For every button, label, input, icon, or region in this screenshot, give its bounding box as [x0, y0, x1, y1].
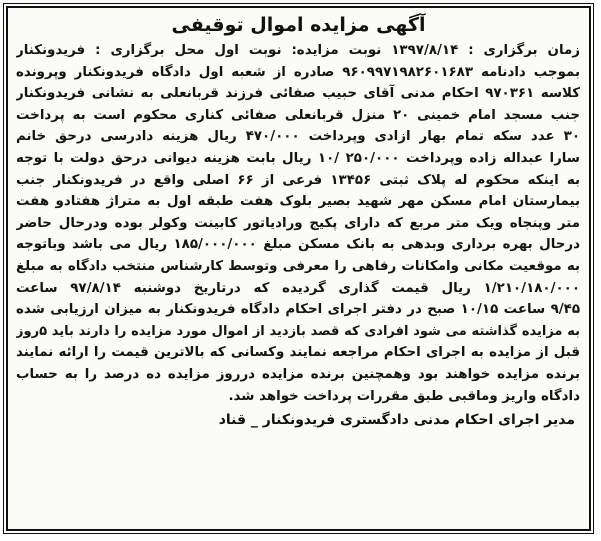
notice-line: درحال بهره برداری وبدهی به بانک مسکن مبلغ ۱۸۵/۰۰۰/۰۰۰ ریال می باشد وباتوجه	[16, 237, 580, 253]
notice-line: کلاسه ۹۷۰۳۶۱ احکام مدنی آقای حبیب صفائی فرزند قربانعلی به نشانی فریدونکنار	[16, 86, 580, 102]
notice-line: دادگاه واریز وماقبی طبق مقررات پرداخت خواهد شد.	[228, 388, 580, 404]
notice-line: به موقعیت مکانی وامکانات رفاهی را معرفی وتوسط کارشناس منتخب دادگاه به مبلغ	[16, 258, 580, 274]
notice-signature: مدیر اجرای احکام مدنی دادگستری فریدونکنار _ قناد	[218, 412, 575, 429]
notice-line: سارا عبداله زاده وپرداخت ۲۵۰/۰۰۰ /۱۰ ریال بابت هزینه دیوانی درحق دولت با توجه	[16, 150, 580, 166]
notice-line: ۹/۴۵ ساعت ۱۰/۱۵ صبح در دفتر اجرای احکام دادگاه فریدونکنار به میزان ارزیابی شده	[16, 302, 580, 318]
notice-line: برنده مزایده خواهند بود وهمچنین برنده مزایده درروز مزایده ده درصد را به حساب	[16, 366, 580, 382]
notice-line: ۳۰ عدد سکه تمام بهار ازادی وپرداخت ۴۷۰/۰۰۰ ریال هزینه دادرسی درحق خانم	[16, 129, 580, 145]
notice-line: زمان برگزاری : ۱۳۹۷/۸/۱۴ نوبت مزایده: نوبت اول محل برگزاری : فریدونکنار	[16, 43, 580, 58]
auction-notice	[6, 6, 591, 531]
notice-line: به اینکه محکوم له پلاک ثبتی ۱۳۴۵۶ فرعی از ۶۶ اصلی واقع در فریدونکنار جنب	[16, 172, 580, 188]
notice-line: متر وپنجاه ویک متر مربع که دارای پکیج ورادیاتور کابینت وکولر بوده ودرحال حاضر	[16, 215, 580, 231]
notice-line: جنب مسجد امام خمینی ۲۰ منزل قربانعلی صفائی کناری محکوم است به پرداخت	[16, 107, 580, 123]
notice-body	[8, 40, 589, 407]
notice-line: به مزایده گذاشته می شود افرادی که قصد بازدید از اموال مورد مزایده را دارند باید ۵روز	[16, 323, 580, 339]
notice-line: بموجب دادنامه ۹۶۰۹۹۷۱۹۸۲۶۰۱۶۸۳ صادره از شعبه اول دادگاه فریدونکنار وپرونده	[16, 64, 580, 80]
notice-line: بیمارستان امام مسکن مهر شهید بصیر بلوک هفت طبقه اول به متراژ هفتادو هفت	[16, 194, 580, 210]
notice-title: آگهی مزایده اموال توقیفی	[171, 14, 426, 36]
notice-line: ۱/۲۱۰/۱۸۰/۰۰۰ ریال قیمت گذاری گردیده که درتاریخ دوشنبه ۹۷/۸/۱۴ ساعت	[16, 280, 580, 296]
notice-line: قبل از مزایده به اجرای احکام مراجعه نمایند وکسانی که بالاترین قیمت را ارائه نمایند	[16, 345, 580, 361]
